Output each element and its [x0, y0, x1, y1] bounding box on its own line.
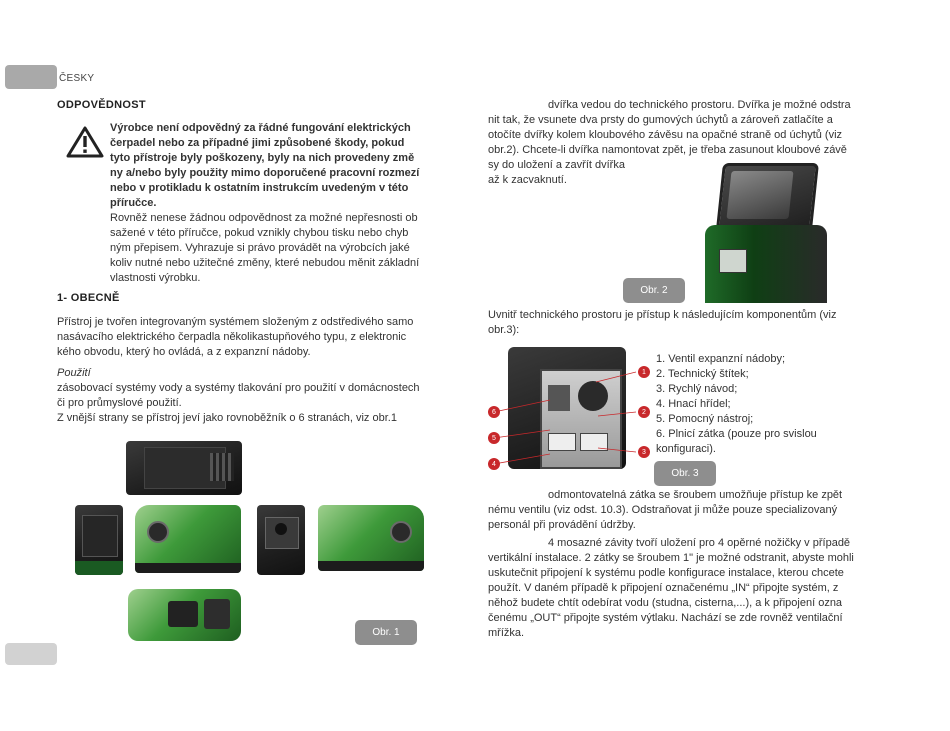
- components-intro-line: obr.3):: [488, 324, 520, 336]
- component-item: 5. Pomocný nástroj;: [656, 413, 754, 425]
- door-line: otočíte dvířky kolem kloubového závěsu na opačné straně od úchytů (viz: [488, 129, 843, 141]
- warning-line: tyto přístroje byly poškozeny, byly na nich provedeny změ: [110, 152, 415, 164]
- door-paragraph: [488, 98, 894, 188]
- pump-open-door-image: [705, 155, 827, 303]
- component-item: 4. Hnací hřídel;: [656, 398, 731, 410]
- warning-text-line: koliv nutné nebo užitečné změny, které nebudou měnit základní: [110, 257, 420, 269]
- warning-line: příručce.: [110, 197, 157, 209]
- components-list: [656, 352, 892, 457]
- door-line: nit tak, že vsunete dva prsty do gumových úchytů a zároveň zatlačíte a: [488, 114, 833, 126]
- component-item: 3. Rychlý návod;: [656, 383, 738, 395]
- use-line: Z vnější strany se přístroj jeví jako rovnoběžník o 6 stranách, viz obr.1: [57, 412, 397, 424]
- warning-line: ny a/nebo byly použity mimo doporučené pracovní rozmezí: [110, 167, 420, 179]
- plug-line: personál při provádění údržby.: [488, 519, 636, 531]
- pump-side-view-image: [135, 505, 241, 573]
- callout-badge: 1: [638, 366, 650, 378]
- threads-paragraph: [488, 536, 894, 641]
- figure-1-caption: Obr. 1: [355, 620, 417, 645]
- responsibility-title: ODPOVĚDNOST: [57, 99, 146, 111]
- warning-text-line: Rovněž nenese žádnou odpovědnost za možné nepřesnosti ob: [110, 212, 418, 224]
- general-line: Přístroj je tvořen integrovaným systémem složeným z odstředivého samo: [57, 316, 414, 328]
- door-line: obr.2). Chcete-li dvířka namontovat zpět, je třeba zasunout kloubové závě: [488, 144, 847, 156]
- callout-badge: 5: [488, 432, 500, 444]
- threads-line: použít. V daném případě k připojení označenému „IN“ připojte systém, z: [488, 582, 839, 594]
- figure-2-caption: Obr. 2: [623, 278, 685, 303]
- components-intro: [488, 308, 894, 338]
- door-line: až k zacvaknutí.: [488, 174, 567, 186]
- components-intro-line: Uvnitř technického prostoru je přístup k následujícím komponentům (viz: [488, 309, 837, 321]
- threads-line: vertikální instalace. 2 zátky se šroubem 1" je možné odstranit, abyste mohli: [488, 552, 854, 564]
- callout-badge: 2: [638, 406, 650, 418]
- plug-line: nému ventilu (viz odst. 10.3). Odstraňovat ji může pouze specializovaný: [488, 504, 838, 516]
- figure-3-caption: Obr. 3: [654, 461, 716, 486]
- warning-block: [110, 121, 462, 286]
- language-tab: [5, 65, 57, 89]
- warning-icon: [66, 126, 104, 158]
- component-item: 1. Ventil expanzní nádoby;: [656, 353, 786, 365]
- threads-line: 4 mosazné závity tvoří uložení pro 4 opěrné nožičky v případě: [548, 537, 851, 549]
- language-label: ČESKY: [59, 73, 95, 84]
- warning-text-line: sažené v této příručce, pokud vznikly chybou tisku nebo chyb: [110, 227, 409, 239]
- warning-text-line: vlastnosti výrobku.: [110, 272, 201, 284]
- threads-line: mřížka.: [488, 627, 525, 639]
- page-number-tab: [5, 643, 57, 665]
- warning-line: Výrobce není odpovědný za řádné fungování elektrických: [110, 122, 411, 134]
- warning-line: nebo v protikladu k ostatním instrukcím uvedeným v této: [110, 182, 409, 194]
- callout-badge: 4: [488, 458, 500, 470]
- use-line: zásobovací systémy vody a systémy tlakování pro použití v domácnostech: [57, 382, 420, 394]
- plug-paragraph: [488, 488, 894, 533]
- general-section-title: 1- OBECNĚ: [57, 292, 120, 304]
- figure-3-leader-lines: [486, 360, 646, 470]
- use-paragraph: [57, 366, 467, 426]
- pump-top-view-image: [126, 441, 242, 495]
- use-label: Použití: [57, 367, 91, 379]
- pump-bottom-view-image: [128, 589, 241, 641]
- general-paragraph: [57, 315, 467, 360]
- component-item: konfiguraci).: [656, 443, 716, 455]
- door-line: dvířka vedou do technického prostoru. Dvířka je možné odstra: [548, 99, 851, 111]
- threads-line: uskutečnit připojení k systému podle konfigurace instalace, kterou chcete: [488, 567, 844, 579]
- door-line: sy do uložení a zavřít dvířka: [488, 159, 625, 171]
- callout-badge: 3: [638, 446, 650, 458]
- use-line: či pro průmyslové použití.: [57, 397, 182, 409]
- threads-line: něhož budete chtít odebírat vodu (studna, cisterna,...), a k připojení ozna: [488, 597, 843, 609]
- general-line: kého obvodu, který ho ovládá, a z expanzní nádoby.: [57, 346, 311, 358]
- warning-line: čerpadel nebo za případné jimi způsobené škody, pokud: [110, 137, 405, 149]
- component-item: 2. Technický štítek;: [656, 368, 749, 380]
- pump-front-view-image: [257, 505, 305, 575]
- callout-badge: 6: [488, 406, 500, 418]
- threads-line: čenému „OUT“ připojte systém výtlaku. Nachází se zde rovněž ventilační: [488, 612, 843, 624]
- pump-back-view-image: [75, 505, 123, 575]
- component-item: 6. Plnicí zátka (pouze pro svislou: [656, 428, 817, 440]
- warning-text-line: ným přepisem. Vyhrazuje si právo provádět na výrobcích jaké: [110, 242, 410, 254]
- plug-line: odmontovatelná zátka se šroubem umožňuje přístup ke zpět: [548, 489, 843, 501]
- general-line: nasávacího elektrického čerpadla několikastupňového typu, z elektronic: [57, 331, 407, 343]
- pump-other-side-view-image: [318, 505, 424, 571]
